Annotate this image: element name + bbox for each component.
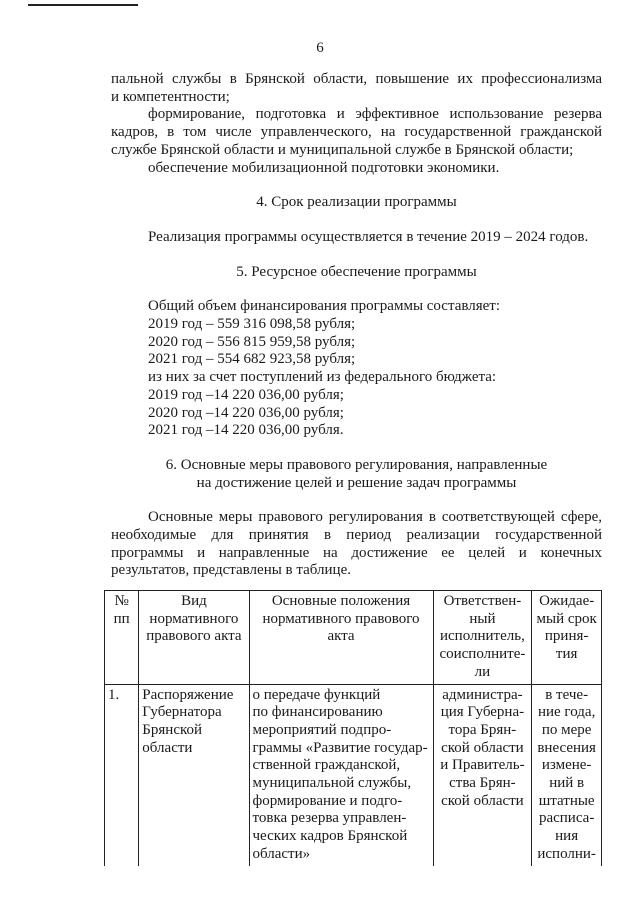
- section4-heading: 4. Срок реализации программы: [256, 194, 457, 211]
- section6-heading-line1: 6. Основные меры правового регулирования, направленные: [165, 456, 548, 473]
- funding-line: 2020 год – 556 815 959,58 рубля;: [148, 333, 356, 350]
- paragraph-continuation-line1: пальной службы в Брянской области, повышение их профессионализма: [111, 71, 602, 87]
- table-header-row: [105, 591, 602, 685]
- document-body: [111, 71, 602, 580]
- paragraph-continuation-line2: и компетентности;: [111, 88, 230, 105]
- funding-line: 2020 год –14 220 036,00 рубля;: [148, 404, 344, 421]
- row-provisions: о передаче функций по финансированию мероприятий подпро- граммы «Развитие государ- ственной гражданской, муниципальной службы, формирование и подго- товка резерва управлен- ческих кадров Брянской области»: [249, 684, 433, 866]
- funding-line: 2019 год –14 220 036,00 рубля;: [148, 386, 344, 403]
- top-rule: [28, 4, 138, 6]
- funding-line: 2021 год – 554 682 923,58 рубля;: [148, 351, 356, 368]
- header-executor: Ответствен- ный исполнитель, соисполните- ли: [433, 591, 532, 685]
- legal-measures-table: [104, 590, 602, 866]
- header-provisions: Основные положения нормативного правового акта: [249, 591, 433, 685]
- row-number: 1.: [105, 684, 139, 866]
- paragraph-mobilization: обеспечение мобилизационной подготовки экономики.: [148, 159, 500, 176]
- funding-line: из них за счет поступлений из федерального бюджета:: [148, 369, 497, 386]
- row-act-type: Распоряжение Губернатора Брянской области: [139, 684, 249, 866]
- row-executor: администра- ция Губерна- тора Брян- ской области и Правитель- ства Брян- ской области: [433, 684, 532, 866]
- page-number: 6: [316, 40, 324, 56]
- funding-line: Общий объем финансирования программы составляет:: [148, 298, 501, 315]
- funding-list: [111, 298, 602, 440]
- section6-intro: Основные меры правового регулирования в соответствующей сфере, необходимые для принятия в период реализации государственной программы и направленные на достижение ее целей и конечных результатов, представлены в таблице.: [111, 509, 602, 579]
- row-term: в тече- ние года, по мере внесения измене- ний в штатные расписа- ния исполни-: [532, 684, 602, 866]
- table-row: [105, 684, 602, 866]
- header-number: № пп: [105, 591, 139, 685]
- paragraph-formation: формирование, подготовка и эффективное использование резерва кадров, в том числе управленческого, на государственной гражданской службе Брянской области и муниципальной службе в Брянской области;: [111, 106, 602, 158]
- header-term: Ожидае- мый срок приня- тия: [532, 591, 602, 685]
- section4-text: Реализация программы осуществляется в течение 2019 – 2024 годов.: [148, 228, 589, 245]
- section6-heading-line2: на достижение целей и решение задач программы: [196, 474, 517, 491]
- header-act-type: Вид нормативного правового акта: [139, 591, 249, 685]
- section5-heading: 5. Ресурсное обеспечение программы: [236, 263, 477, 280]
- funding-line: 2019 год – 559 316 098,58 рубля;: [148, 316, 356, 333]
- funding-line: 2021 год –14 220 036,00 рубля.: [148, 422, 344, 439]
